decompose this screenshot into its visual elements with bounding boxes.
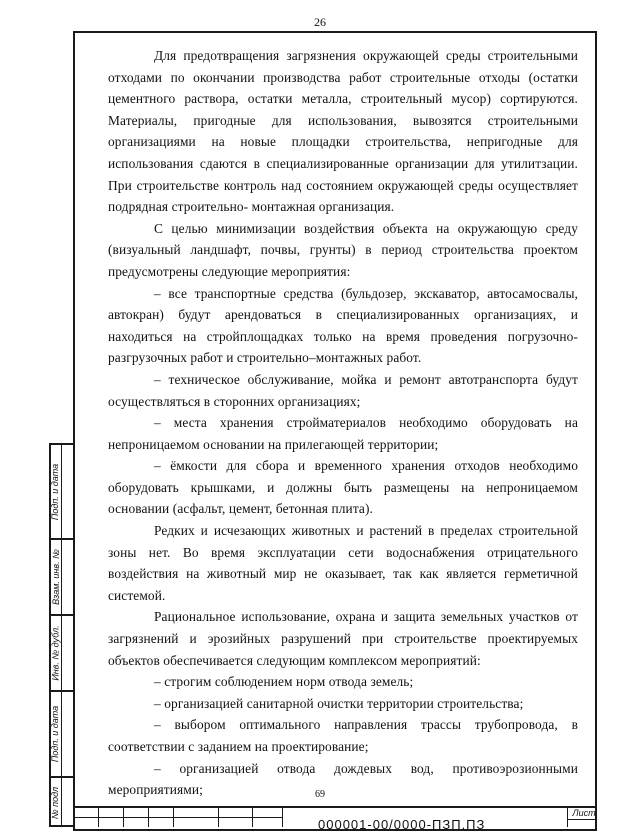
- side-label-original-inv: № подл: [50, 786, 61, 819]
- sheet-cell-divider: [567, 819, 597, 820]
- page-number-top: 26: [314, 15, 326, 29]
- title-block-column-line: [173, 806, 174, 827]
- title-block-column-line: [148, 806, 149, 827]
- list-item-vehicles: – все транспортные средства (бульдозер, экскаватор, автосамосвалы, автокран) будут арендоваться в специализированных организациях, и находиться на стройплощадках только на время проведения погрузочно-разгрузочных работ и строительно–монтажных работ.: [108, 285, 578, 366]
- list-item-drainage: – организацией отвода дождевых вод, противоэрозионными мероприятиями;: [108, 760, 578, 798]
- paragraph-wildlife: Редких и исчезающих животных и растений в пределах строительной зоны нет. Во время эксплуатации сети водоснабжения отрицательного воздействия на животный мир не оказывает, так как является герметичной системой.: [108, 523, 578, 603]
- title-block-column-line: [123, 806, 124, 827]
- list-item-maintenance: – техническое обслуживание, мойка и ремонт автотранспорта будут осуществляться в сторонних организациях;: [108, 371, 578, 409]
- side-label-replacement-inv: Взам. инв. №: [50, 549, 61, 605]
- page-number-bottom: 69: [315, 789, 325, 800]
- side-label-signature-date: Подп. и дата: [50, 463, 61, 520]
- list-item-containers: – ёмкости для сбора и временного хранения отходов необходимо оборудовать крышками, и должны быть размещены на непроницаемом основании (асфальт, цемент, бетонная плита).: [108, 458, 578, 517]
- document-body: [108, 45, 578, 801]
- paragraph-land-use: Рациональное использование, охрана и защита земельных участков от загрязнений и эрозийных разрушений при строительстве проектируемых объектов обеспечивается следующим комплексом мероприятий:: [108, 609, 578, 668]
- paragraph-impact-measures: С целью минимизации воздействия объекта на окружающую среду (визуальный ландшафт, почвы, грунты) в период строительства проектом предусмотрены следующие мероприятия:: [108, 220, 578, 279]
- list-item-storage: – места хранения стройматериалов необходимо оборудовать на непроницаемом основании на прилегающей территории;: [108, 415, 578, 452]
- side-label-signature-date-2: Подп. и дата: [50, 705, 61, 763]
- sheet-label: Лист: [572, 808, 596, 818]
- title-block-column-line: [98, 806, 99, 827]
- list-item-sanitation: – организацией санитарной очистки территории строительства;: [154, 695, 524, 711]
- side-label-duplicate-inv: Инв. № дубл.: [50, 625, 61, 681]
- document-code: 000001-00/0000-ПЗП.ПЗ: [318, 818, 486, 832]
- list-item-pipeline-route: – выбором оптимального направления трассы трубопровода, в соответствии с заданием на проектирование;: [108, 717, 578, 754]
- list-item-land-allocation: – строгим соблюдением норм отвода земель;: [154, 674, 414, 690]
- title-block-column-line: [567, 806, 568, 827]
- title-block-column-line: [218, 806, 219, 827]
- paragraph-waste-sorting: Для предотвращения загрязнения окружающей среды строительными отходами по окончании производства работ строительные отходы (остатки цементного раствора, остатки металла, строительный мусор) сортируются. Материалы, пригодные для использования, вывозятся строительными организациями на новые площадки строительства, непригодные для использования сдаются в специализированные организации для утилитзации. При строительстве контроль над состоянием окружающей среды осуществляет подрядная строительно- монтажная организация.: [108, 48, 578, 215]
- title-block-column-line: [252, 806, 253, 827]
- title-block-column-line: [282, 806, 283, 827]
